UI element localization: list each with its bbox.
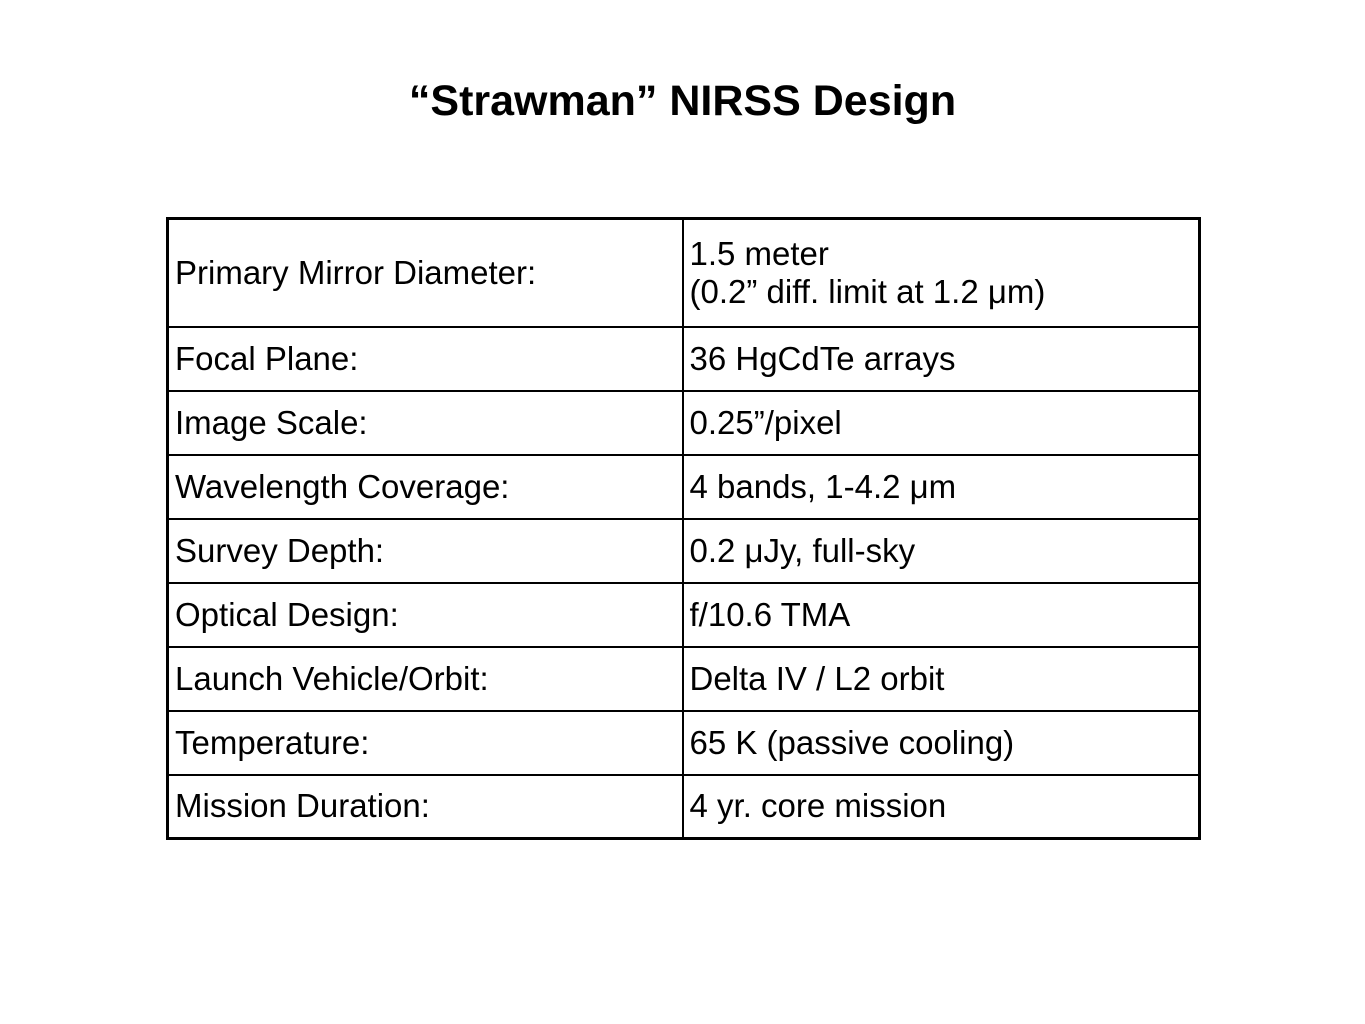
row-label: Image Scale: bbox=[168, 391, 683, 455]
row-label: Temperature: bbox=[168, 711, 683, 775]
row-label: Mission Duration: bbox=[168, 775, 683, 839]
table-row bbox=[168, 775, 1200, 839]
row-value: f/10.6 TMA bbox=[683, 583, 1200, 647]
row-label: Wavelength Coverage: bbox=[168, 455, 683, 519]
row-label: Optical Design: bbox=[168, 583, 683, 647]
spec-table bbox=[166, 217, 1201, 840]
table-row bbox=[168, 455, 1200, 519]
row-value-line: 1.5 meter bbox=[689, 234, 829, 272]
slide-title: “Strawman” NIRSS Design bbox=[408, 77, 957, 125]
table-row bbox=[168, 583, 1200, 647]
row-label: Primary Mirror Diameter: bbox=[168, 219, 683, 327]
table-row bbox=[168, 327, 1200, 391]
row-value-line: (0.2” diff. limit at 1.2 μm) bbox=[689, 272, 1046, 310]
table-row bbox=[168, 219, 1200, 327]
row-value: 0.2 μJy, full-sky bbox=[683, 519, 1200, 583]
row-label: Launch Vehicle/Orbit: bbox=[168, 647, 683, 711]
row-value: 65 K (passive cooling) bbox=[683, 711, 1200, 775]
table-row bbox=[168, 711, 1200, 775]
row-value: Delta IV / L2 orbit bbox=[683, 647, 1200, 711]
row-value bbox=[683, 219, 1200, 327]
row-value: 4 yr. core mission bbox=[683, 775, 1200, 839]
table-row bbox=[168, 647, 1200, 711]
row-value: 36 HgCdTe arrays bbox=[683, 327, 1200, 391]
row-value: 0.25”/pixel bbox=[683, 391, 1200, 455]
table-row bbox=[168, 391, 1200, 455]
row-value: 4 bands, 1-4.2 μm bbox=[683, 455, 1200, 519]
row-label: Focal Plane: bbox=[168, 327, 683, 391]
table-row bbox=[168, 519, 1200, 583]
row-label: Survey Depth: bbox=[168, 519, 683, 583]
